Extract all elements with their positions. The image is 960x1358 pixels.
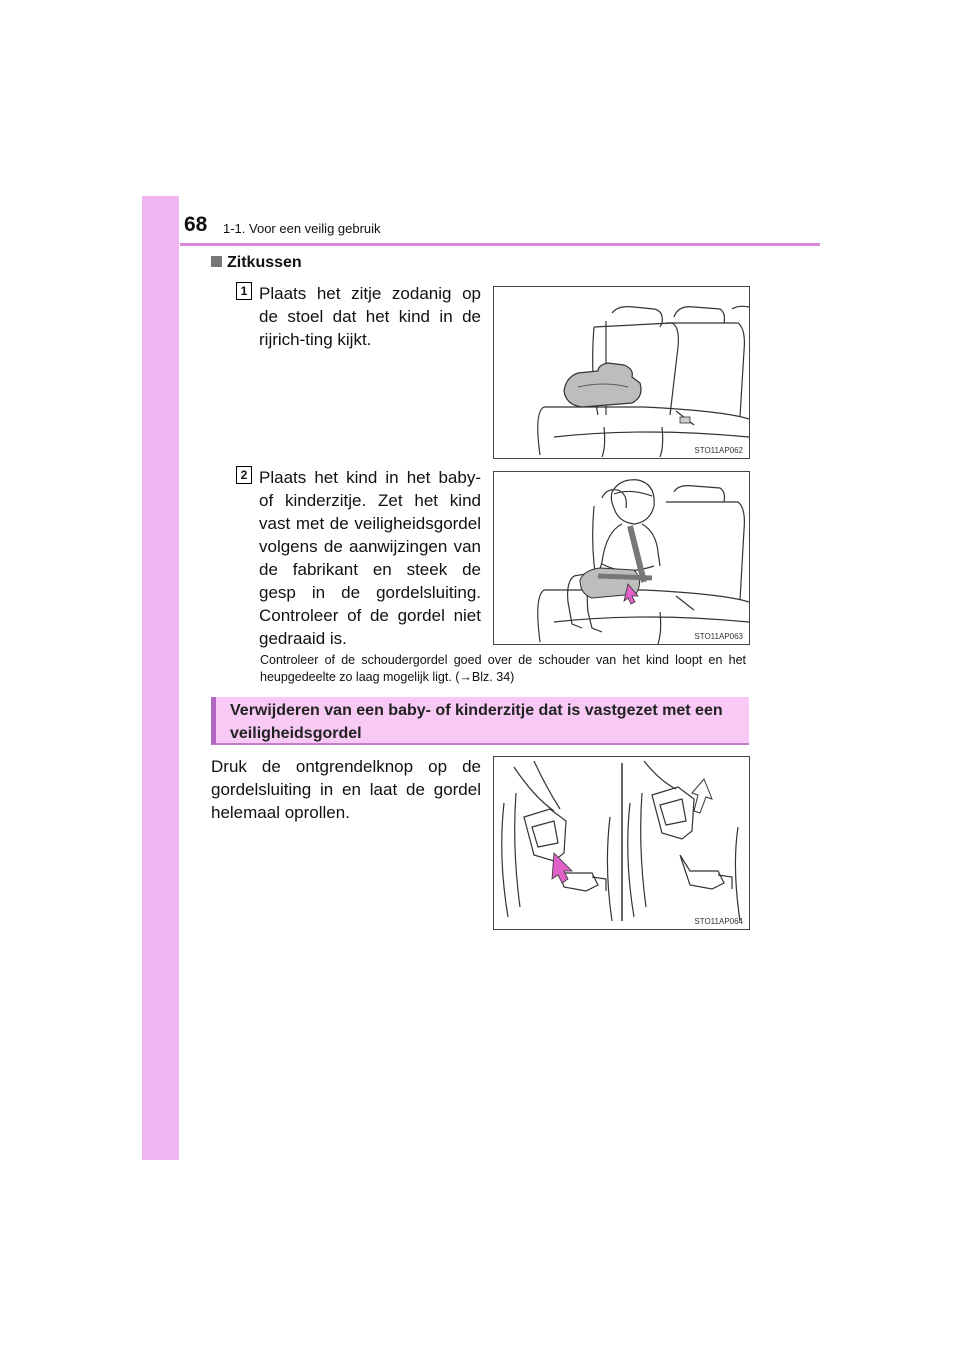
step-1-text: Plaats het zitje zodanig op de stoel dat het kind in de rijrich-ting kijkt. <box>259 284 481 349</box>
removal-heading: Verwijderen van een baby- of kinderzitje dat is vastgezet met een veiligheidsgordel <box>230 702 723 742</box>
section-title-text: Zitkussen <box>227 254 302 271</box>
figure-code-3: STO11AP064 <box>694 917 743 926</box>
figure-booster-seat <box>493 286 750 459</box>
child-seat-illustration <box>494 472 749 644</box>
removal-heading-box <box>211 697 749 745</box>
square-bullet-icon <box>211 256 222 267</box>
figure-code-2: STO11AP063 <box>694 632 743 641</box>
header-rule <box>180 243 820 246</box>
figure-buckle-release <box>493 756 750 930</box>
figure-code-1: STO11AP062 <box>694 446 743 455</box>
step-number-1: 1 <box>236 282 252 300</box>
note-text: Controleer of de schoudergordel goed over de schouder van het kind loopt en het heupgedeelte zo laag mogelijk ligt. (→Blz. 34) <box>260 653 746 684</box>
breadcrumb: 1-1. Voor een veilig gebruik <box>223 221 381 236</box>
page-number: 68 <box>184 213 208 236</box>
step-number-2: 2 <box>236 466 252 484</box>
step-2-text: Plaats het kind in het baby- of kinderzitje. Zet het kind vast met de veiligheidsgordel volgens de aanwijzingen van de fabrikant en steek de gesp in de gordelsluiting. Controleer of de gordel niet gedraaid is. <box>259 468 481 648</box>
removal-text: Druk de ontgrendelknop op de gordelsluiting in en laat de gordel helemaal oprollen. <box>211 757 481 822</box>
buckle-release-illustration <box>494 757 749 929</box>
section-title <box>211 254 302 272</box>
booster-seat-illustration <box>494 287 749 458</box>
figure-child-in-seat <box>493 471 750 645</box>
sidebar-tab <box>142 196 179 1160</box>
